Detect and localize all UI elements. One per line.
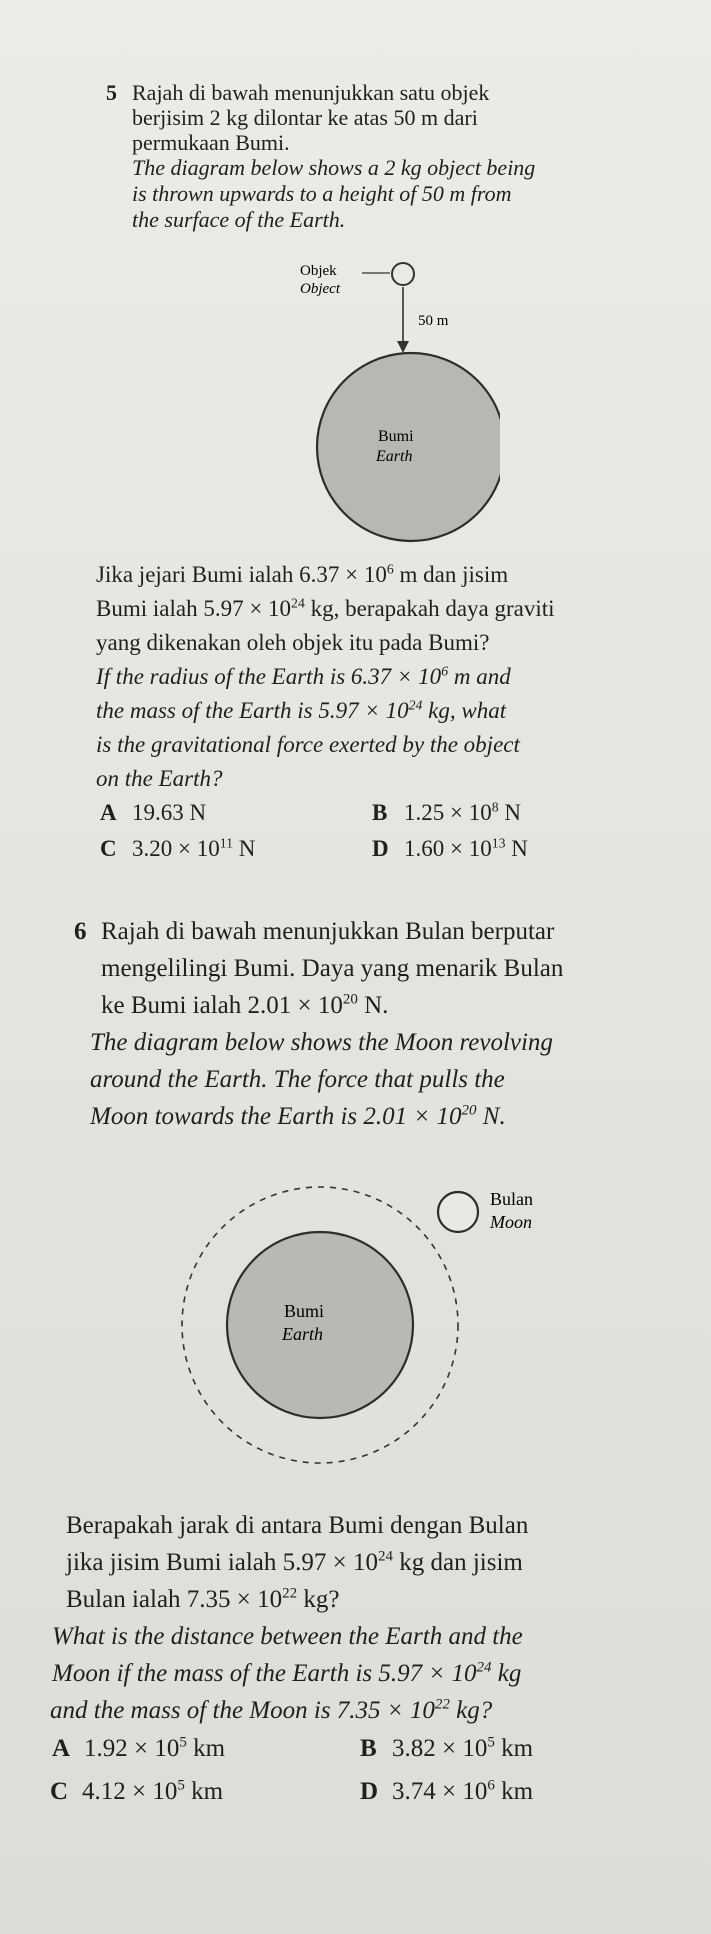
q6-english-line-1: The diagram below shows the Moon revolving [90, 1029, 553, 1056]
q6-option-a[interactable]: A $1.92 \times 10^5$ km [52, 1734, 226, 1762]
q5-earth-circle [317, 353, 500, 541]
q5-object-label-ms: Objek [300, 263, 337, 279]
q5-object-label-en: Object [300, 281, 340, 297]
q5-diagram [270, 255, 500, 545]
q5-malay-line-1: Rajah di bawah menunjukkan satu objek [132, 80, 490, 105]
q6-question-malay-line-2: jika jisim Bumi ialah $5.97 \times 10^{24}$ kg dan jisim [66, 1548, 523, 1576]
q5-height-label: 50 m [418, 313, 449, 329]
q6-option-b[interactable]: B $3.82 \times 10^5$ km [360, 1734, 534, 1762]
q5-option-c[interactable]: C $3.20 \times 10^{11}$ N [100, 835, 256, 861]
q6-earth-label-en: Earth [282, 1324, 324, 1344]
q5-question-english-line-2: the mass of the Earth is $5.97 \times 10^{24}$ kg, what [96, 697, 507, 723]
q5-arrow-head [397, 341, 409, 353]
q5-option-d[interactable]: D $1.60 \times 10^{13}$ N [372, 835, 528, 861]
q6-english-line-2: around the Earth. The force that pulls the [90, 1066, 505, 1093]
question-6-number: 6 [74, 918, 87, 945]
q6-moon-label-ms: Bulan [490, 1189, 533, 1209]
q5-question-malay-line-3: yang dikenakan oleh objek itu pada Bumi? [96, 630, 490, 655]
q5-earth-label-en: Earth [376, 448, 413, 465]
q5-english-line-1: The diagram below shows a 2 kg object being [132, 155, 536, 180]
q6-moon-circle [438, 1192, 478, 1232]
q5-malay-line-3: permukaan Bumi. [132, 130, 290, 155]
q6-malay-line-2: mengelilingi Bumi. Daya yang menarik Bulan [101, 955, 564, 982]
q6-moon-label-en: Moon [490, 1212, 532, 1232]
q5-question-malay-line-2: Bumi ialah $5.97 \times 10^{24}$ kg, berapakah daya graviti [96, 595, 555, 621]
q5-question-english-line-3: is the gravitational force exerted by the object [96, 732, 520, 757]
q5-question-english-line-4: on the Earth? [96, 766, 223, 791]
q6-english-line-3: Moon towards the Earth is $2.01 \times 10^{20}$ N. [90, 1102, 506, 1130]
q6-question-english-line-2: Moon if the mass of the Earth is $5.97 \times 10^{24}$ kg [52, 1659, 522, 1687]
q5-object-circle [392, 263, 414, 285]
q5-earth-label-ms: Bumi [378, 428, 414, 445]
q6-question-english-line-1: What is the distance between the Earth and the [52, 1623, 523, 1650]
q6-question-malay-line-1: Berapakah jarak di antara Bumi dengan Bulan [66, 1512, 529, 1539]
q6-malay-line-1: Rajah di bawah menunjukkan Bulan berputar [101, 918, 555, 945]
q6-question-english-line-3: and the mass of the Moon is $7.35 \times 10^{22}$ kg? [50, 1696, 493, 1724]
q5-english-line-2: is thrown upwards to a height of 50 m from [132, 181, 512, 206]
q5-question-english-line-1: If the radius of the Earth is $6.37 \times 10^6$ m and [96, 663, 511, 689]
q6-malay-line-3: ke Bumi ialah $2.01 \times 10^{20}$ N. [101, 991, 389, 1019]
q5-question-malay-line-1: Jika jejari Bumi ialah $6.37 \times 10^6$ m dan jisim [96, 561, 509, 587]
q6-diagram [180, 1150, 570, 1480]
q5-malay-line-2: berjisim 2 kg dilontar ke atas 50 m dari [132, 105, 478, 130]
q5-option-a[interactable]: A 19.63 N [100, 800, 207, 825]
q5-english-line-3: the surface of the Earth. [132, 207, 346, 232]
q6-earth-label-ms: Bumi [284, 1301, 325, 1321]
q5-option-b[interactable]: B $1.25 \times 10^8$ N [372, 799, 522, 825]
q6-question-malay-line-3: Bulan ialah $7.35 \times 10^{22}$ kg? [66, 1585, 340, 1613]
q6-option-c[interactable]: C $4.12 \times 10^5$ km [50, 1777, 224, 1805]
question-5-number: 5 [106, 80, 117, 105]
q6-option-d[interactable]: D $3.74 \times 10^6$ km [360, 1777, 534, 1805]
